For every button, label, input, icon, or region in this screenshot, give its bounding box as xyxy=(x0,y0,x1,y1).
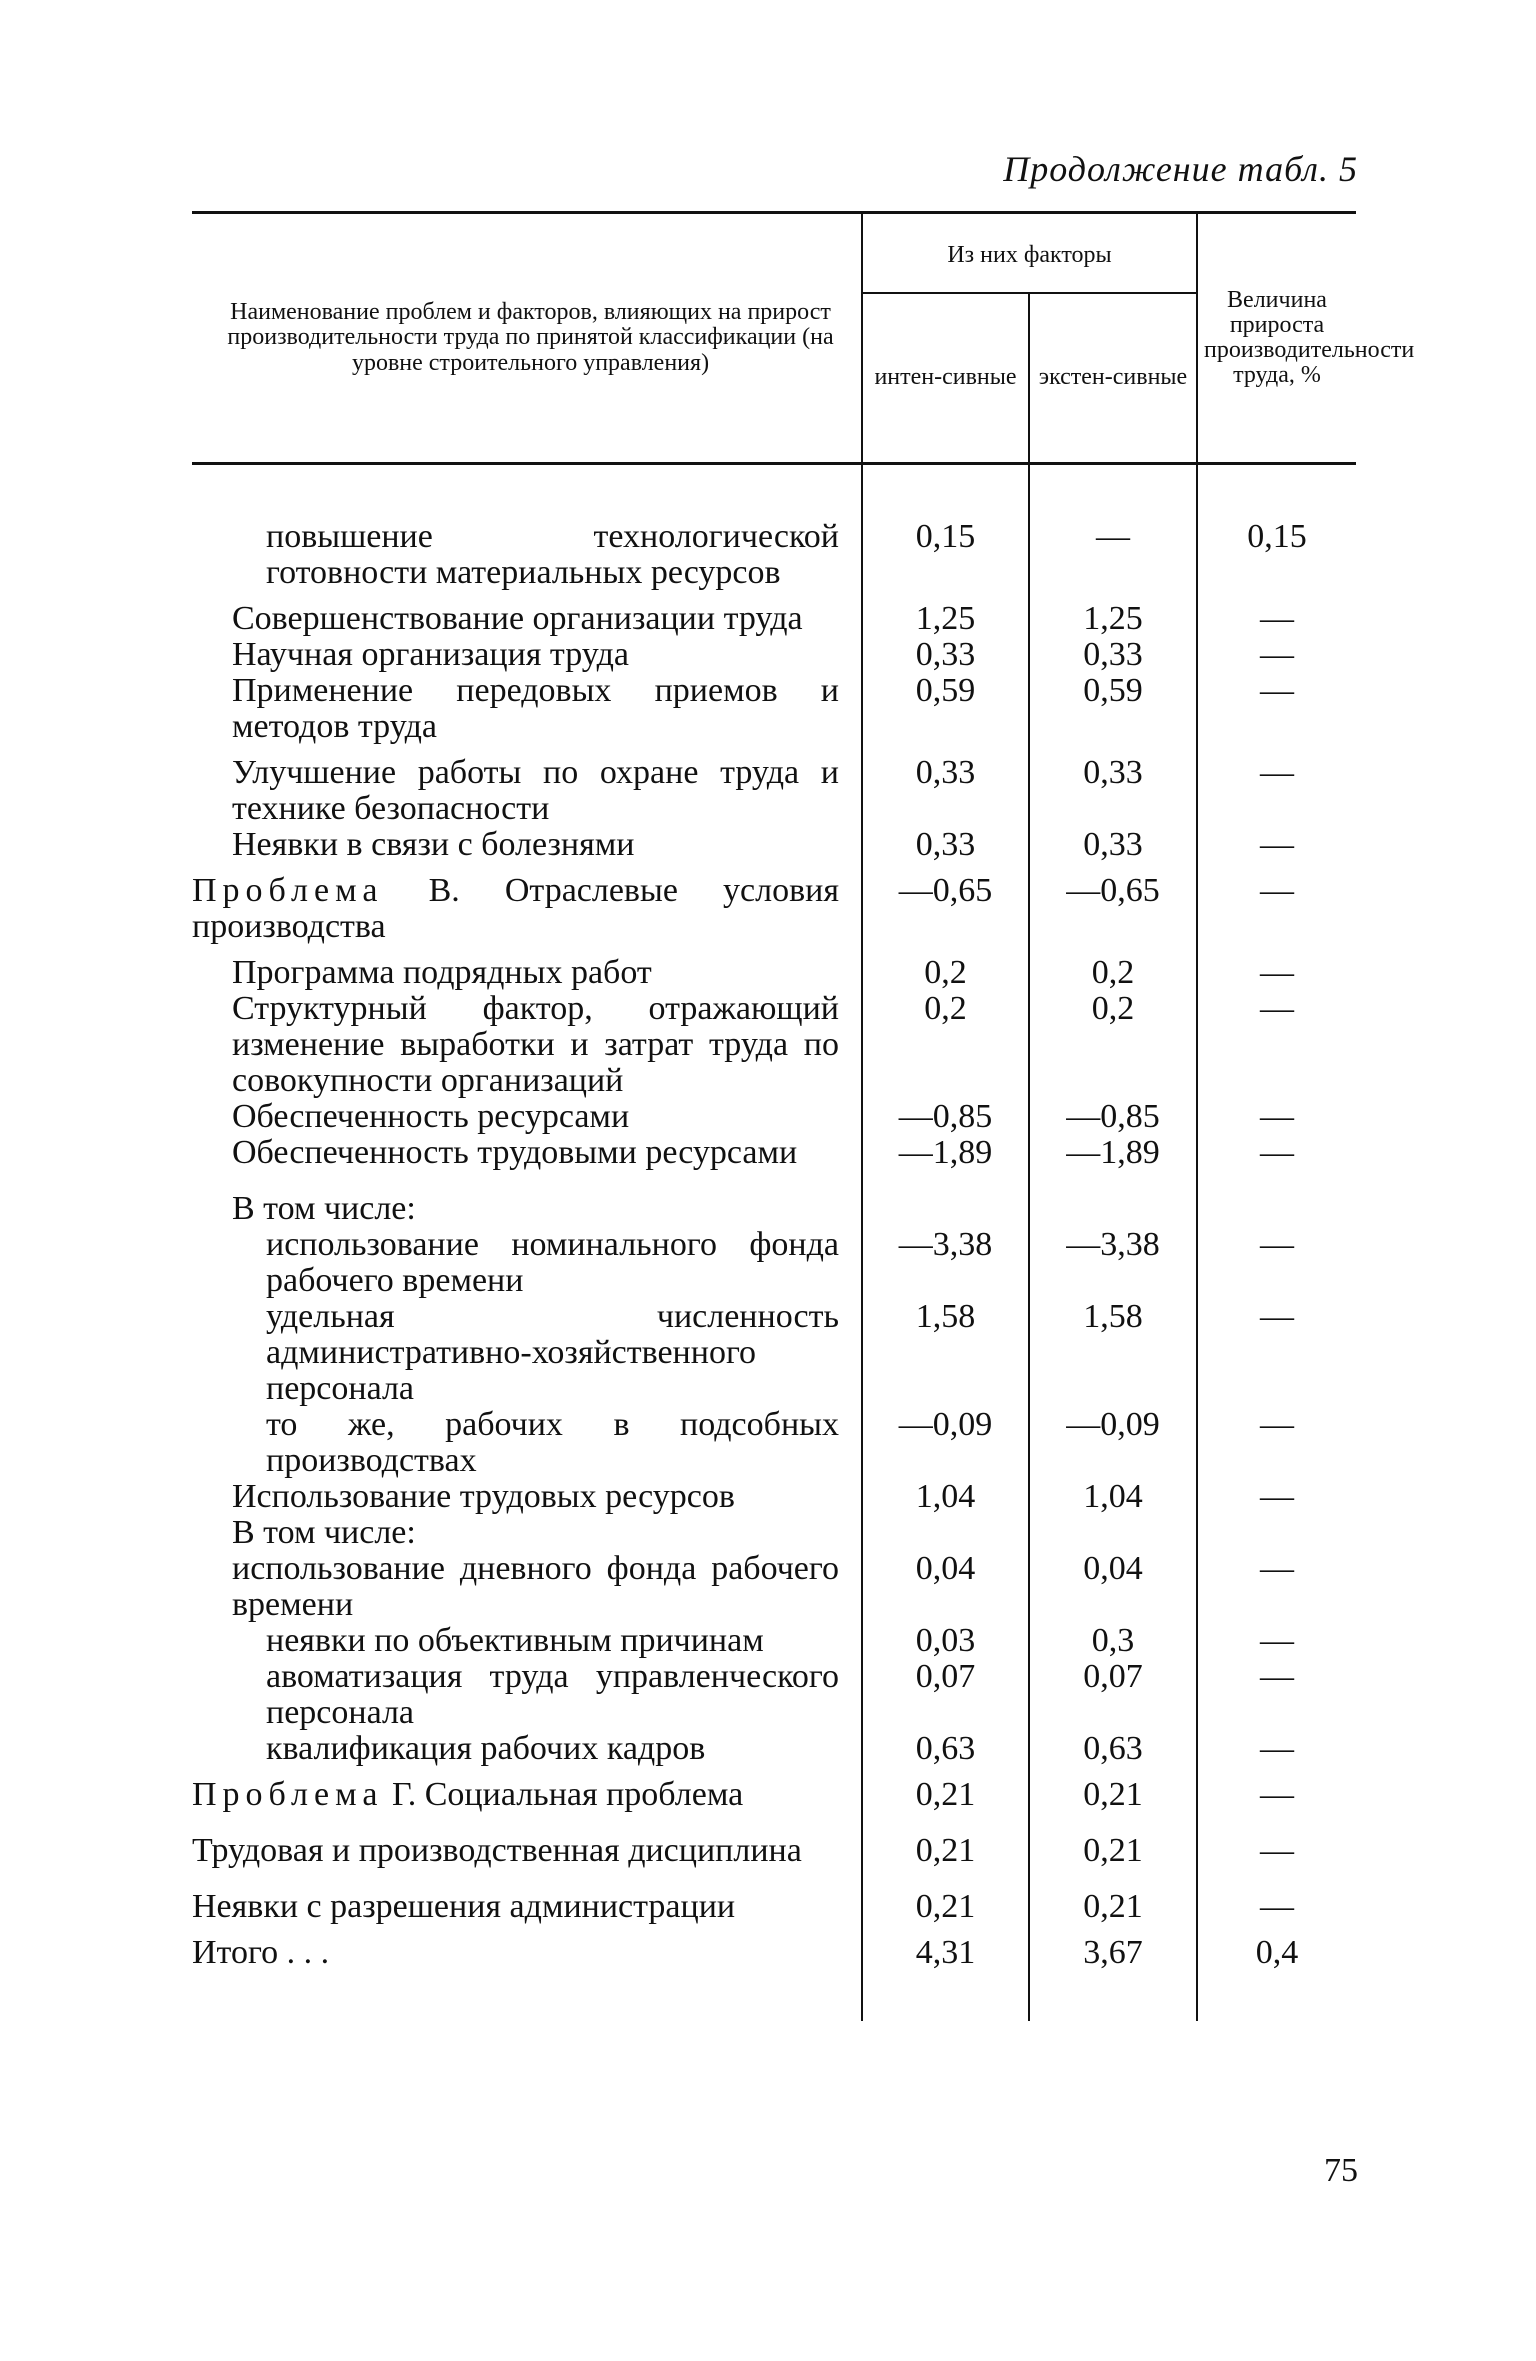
row-extensive: 0,04 xyxy=(1029,1551,1197,1623)
row-intensive: 0,21 xyxy=(862,1767,1029,1813)
row-extensive: 0,21 xyxy=(1029,1813,1197,1869)
table-row xyxy=(192,673,1356,745)
row-intensive: 1,04 xyxy=(862,1479,1029,1515)
row-growth: — xyxy=(1197,591,1356,637)
row-extensive: 1,58 xyxy=(1029,1299,1197,1407)
row-intensive: —0,65 xyxy=(862,863,1029,945)
row-intensive: 0,59 xyxy=(862,673,1029,745)
row-name: Неявки с разрешения администрации xyxy=(192,1888,736,1925)
row-name: В том числе: xyxy=(232,1190,416,1227)
table-row xyxy=(192,1869,1356,1925)
row-extensive: 1,04 xyxy=(1029,1479,1197,1515)
row-intensive: 0,63 xyxy=(862,1731,1029,1767)
row-intensive: 0,21 xyxy=(862,1813,1029,1869)
header-factors-group: Из них факторы xyxy=(862,213,1197,294)
table-row xyxy=(192,1731,1356,1767)
row-intensive: —3,38 xyxy=(862,1227,1029,1299)
row-growth: — xyxy=(1197,863,1356,945)
row-name: Программа подрядных работ xyxy=(232,954,652,991)
row-growth: — xyxy=(1197,827,1356,863)
row-name: неявки по объективным причинам xyxy=(266,1622,764,1659)
table-row xyxy=(192,1479,1356,1515)
row-intensive: 4,31 xyxy=(862,1925,1029,2021)
row-name: Итого . . . xyxy=(192,1934,330,1971)
table-row xyxy=(192,827,1356,863)
page-number: 75 xyxy=(1324,2152,1358,2189)
table-row xyxy=(192,863,1356,945)
row-name: Структурный фактор, отражающий изменение выработки и затрат труда по совокупности организаций xyxy=(232,990,839,1099)
table-row xyxy=(192,945,1356,991)
row-intensive: 0,04 xyxy=(862,1551,1029,1623)
row-growth: — xyxy=(1197,1869,1356,1925)
row-extensive: 0,2 xyxy=(1029,991,1197,1099)
row-extensive: —0,65 xyxy=(1029,863,1197,945)
row-extensive: 0,3 xyxy=(1029,1623,1197,1659)
table-row xyxy=(192,1767,1356,1813)
row-intensive: 0,03 xyxy=(862,1623,1029,1659)
row-growth: — xyxy=(1197,1135,1356,1171)
table-row xyxy=(192,1407,1356,1479)
row-growth: — xyxy=(1197,1813,1356,1869)
table-row xyxy=(192,745,1356,827)
problem-title: В. Отраслевые условия производства xyxy=(192,872,839,945)
row-name: авоматизация труда управленческого персонала xyxy=(266,1658,839,1731)
header-intensive: интен-сивные xyxy=(862,293,1029,464)
table-row xyxy=(192,637,1356,673)
row-extensive: —0,09 xyxy=(1029,1407,1197,1479)
row-name: квалификация рабочих кадров xyxy=(266,1730,706,1767)
row-name: использование дневного фонда рабочего времени xyxy=(232,1550,839,1623)
row-name: Научная организация труда xyxy=(232,636,629,673)
row-intensive: 0,33 xyxy=(862,637,1029,673)
header-extensive: экстен-сивные xyxy=(1029,293,1197,464)
row-name: Обеспеченность ресурсами xyxy=(232,1098,630,1135)
row-growth: — xyxy=(1197,1299,1356,1407)
row-extensive: —0,85 xyxy=(1029,1099,1197,1135)
row-intensive: 0,2 xyxy=(862,991,1029,1099)
row-extensive: 0,59 xyxy=(1029,673,1197,745)
row-intensive: 0,33 xyxy=(862,827,1029,863)
row-extensive: 0,33 xyxy=(1029,637,1197,673)
row-name: Обеспеченность трудовыми ресурсами xyxy=(232,1134,798,1171)
row-extensive: 0,07 xyxy=(1029,1659,1197,1731)
row-intensive: 0,33 xyxy=(862,745,1029,827)
table-row xyxy=(192,1659,1356,1731)
table-row xyxy=(192,1099,1356,1135)
row-name: Использование трудовых ресурсов xyxy=(232,1478,735,1515)
problem-title: Г. Социальная проблема xyxy=(391,1776,744,1813)
header-growth-column: Величина прироста производительности труда, % xyxy=(1197,213,1356,464)
row-extensive: 0,33 xyxy=(1029,745,1197,827)
row-extensive: — xyxy=(1029,464,1197,592)
row-growth: — xyxy=(1197,1551,1356,1623)
row-intensive: 0,07 xyxy=(862,1659,1029,1731)
table-row xyxy=(192,1135,1356,1171)
row-growth: — xyxy=(1197,1099,1356,1135)
header-name-column: Наименование проблем и факторов, влияющих на прирост производительности труда по принятой классификации (на уровне строительного управления) xyxy=(192,213,862,464)
row-growth: — xyxy=(1197,1767,1356,1813)
row-name: Неявки в связи с болезнями xyxy=(232,826,635,863)
row-name: Применение передовых приемов и методов труда xyxy=(232,672,839,745)
row-name: Совершенствование организации труда xyxy=(232,600,803,637)
row-growth: — xyxy=(1197,673,1356,745)
row-extensive: 3,67 xyxy=(1029,1925,1197,2021)
problem-label: Проблема xyxy=(192,1776,384,1813)
table-row xyxy=(192,1515,1356,1551)
row-intensive: 0,21 xyxy=(862,1869,1029,1925)
row-intensive: —0,09 xyxy=(862,1407,1029,1479)
row-growth: 0,4 xyxy=(1197,1925,1356,2021)
row-intensive: 0,15 xyxy=(862,464,1029,592)
row-intensive: —1,89 xyxy=(862,1135,1029,1171)
table-row xyxy=(192,991,1356,1099)
table-row xyxy=(192,1227,1356,1299)
row-growth: — xyxy=(1197,745,1356,827)
row-extensive: —1,89 xyxy=(1029,1135,1197,1171)
row-extensive: 1,25 xyxy=(1029,591,1197,637)
table-row xyxy=(192,1551,1356,1623)
row-growth: — xyxy=(1197,1623,1356,1659)
table-row xyxy=(192,1299,1356,1407)
row-name xyxy=(192,863,862,945)
row-extensive: 0,63 xyxy=(1029,1731,1197,1767)
row-name: Трудовая и производственная дисциплина xyxy=(192,1832,802,1869)
row-growth: 0,15 xyxy=(1197,464,1356,592)
row-growth: — xyxy=(1197,1731,1356,1767)
row-growth: — xyxy=(1197,991,1356,1099)
row-extensive: —3,38 xyxy=(1029,1227,1197,1299)
table-row xyxy=(192,1813,1356,1869)
row-name: то же, рабочих в подсобных производствах xyxy=(266,1406,839,1479)
table-row xyxy=(192,1925,1356,2021)
problem-label: Проблема xyxy=(192,872,384,909)
row-name: удельная численность административно-хозяйственного персонала xyxy=(266,1298,839,1407)
row-name: использование номинального фонда рабочего времени xyxy=(266,1226,839,1299)
row-growth: — xyxy=(1197,945,1356,991)
row-intensive: 1,58 xyxy=(862,1299,1029,1407)
row-growth: — xyxy=(1197,1407,1356,1479)
table-row xyxy=(192,464,1356,592)
row-name: Улучшение работы по охране труда и технике безопасности xyxy=(232,754,839,827)
table-row xyxy=(192,591,1356,637)
row-growth: — xyxy=(1197,637,1356,673)
row-extensive: 0,21 xyxy=(1029,1869,1197,1925)
row-intensive: 0,2 xyxy=(862,945,1029,991)
row-intensive: 1,25 xyxy=(862,591,1029,637)
table-row xyxy=(192,1171,1356,1227)
factors-table xyxy=(192,211,1415,2021)
row-extensive: 0,33 xyxy=(1029,827,1197,863)
row-extensive: 0,21 xyxy=(1029,1767,1197,1813)
row-name xyxy=(192,1767,862,1813)
table-caption: Продолжение табл. 5 xyxy=(1003,149,1358,189)
row-extensive: 0,2 xyxy=(1029,945,1197,991)
row-growth: — xyxy=(1197,1227,1356,1299)
row-intensive: —0,85 xyxy=(862,1099,1029,1135)
table-row xyxy=(192,1623,1356,1659)
row-name: В том числе: xyxy=(232,1514,416,1551)
row-name: повышение технологической готовности материальных ресурсов xyxy=(266,518,839,591)
row-growth: — xyxy=(1197,1659,1356,1731)
row-growth: — xyxy=(1197,1479,1356,1515)
